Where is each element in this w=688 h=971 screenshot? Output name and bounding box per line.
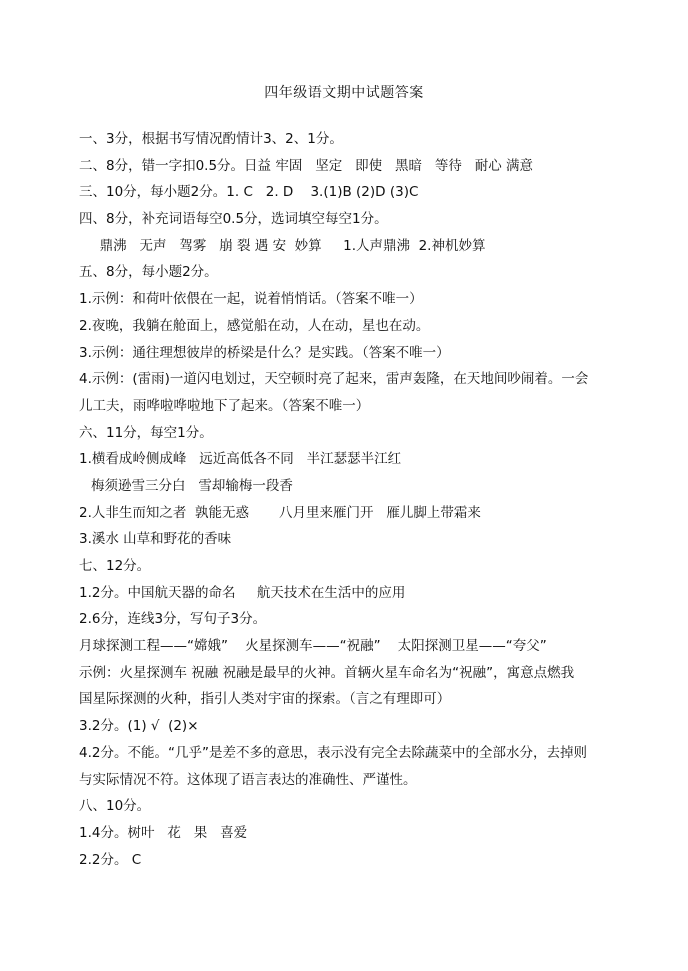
answer-line: 八、10分。 [79, 798, 151, 815]
answer-line: 3.溪水 山草和野花的香味 [79, 531, 232, 548]
answer-line: 2.夜晚，我躺在舱面上，感觉船在动，人在动，星也在动。 [79, 317, 430, 334]
answer-line: 2.人非生而知之者 孰能无惑 八月里来雁门开 雁儿脚上带霜来 [79, 504, 481, 521]
answer-lines [79, 126, 639, 873]
answer-line: 1.示例：和荷叶依偎在一起，说着悄悄话。（答案不唯一） [79, 291, 423, 308]
answer-line: 四、8分，补充词语每空0.5分，选词填空每空1分。 [79, 211, 388, 228]
answer-line: 1.横看成岭侧成峰 远近高低各不同 半江瑟瑟半江红 [79, 451, 402, 468]
answer-line: 4.2分。不能。“几乎”是差不多的意思，表示没有完全去除蔬菜中的全部水分，去掉则 [79, 744, 587, 761]
answer-line: 鼎沸 无声 驾雾 崩 裂 遇 安 妙算 1.人声鼎沸 2.神机妙算 [91, 237, 486, 254]
answer-line: 4.示例：(雷雨)一道闪电划过，天空顿时亮了起来，雷声轰隆，在天地间吵闹着。一会 [79, 371, 589, 388]
answer-line: 示例：火星探测车 祝融 祝融是最早的火神。首辆火星车命名为“祝融”，寓意点燃我 [79, 664, 575, 681]
answer-line: 三、10分，每小题2分。1. C 2. D 3.(1)B (2)D (3)C [79, 184, 419, 201]
answer-line: 二、8分，错一字扣0.5分。日益 牢固 坚定 即使 黑暗 等待 耐心 满意 [79, 157, 534, 174]
answer-line: 1.2分。中国航天器的命名 航天技术在生活中的应用 [79, 584, 406, 601]
answer-line: 3.2分。(1) √ (2)× [79, 718, 199, 735]
answer-line: 与实际情况不符。这体现了语言表达的准确性、严谨性。 [79, 771, 417, 788]
answer-line: 儿工夫，雨哗啦哗啦地下了起来。（答案不唯一） [79, 397, 370, 414]
answer-line: 五、8分，每小题2分。 [79, 264, 218, 281]
answer-line: 梅须逊雪三分白 雪却输梅一段香 [91, 477, 293, 494]
answer-line: 1.4分。树叶 花 果 喜爱 [79, 824, 248, 841]
answer-line: 2.6分，连线3分，写句子3分。 [79, 611, 267, 628]
answer-line: 六、11分，每空1分。 [79, 424, 213, 441]
answer-line: 2.2分。 C [79, 851, 142, 868]
answer-line: 月球探测工程——“嫦娥” 火星探测车——“祝融” 太阳探测卫星——“夸父” [79, 638, 547, 655]
document-title: 四年级语文期中试题答案 [264, 85, 424, 101]
answer-line: 国星际探测的火种，指引人类对宇宙的探索。（言之有理即可） [79, 691, 451, 708]
answer-line: 3.示例：通往理想彼岸的桥梁是什么？是实践。（答案不唯一） [79, 344, 450, 361]
answer-line: 一、3分，根据书写情况酌情计3、2、1分。 [79, 131, 343, 147]
answer-line: 七、12分。 [79, 558, 151, 574]
